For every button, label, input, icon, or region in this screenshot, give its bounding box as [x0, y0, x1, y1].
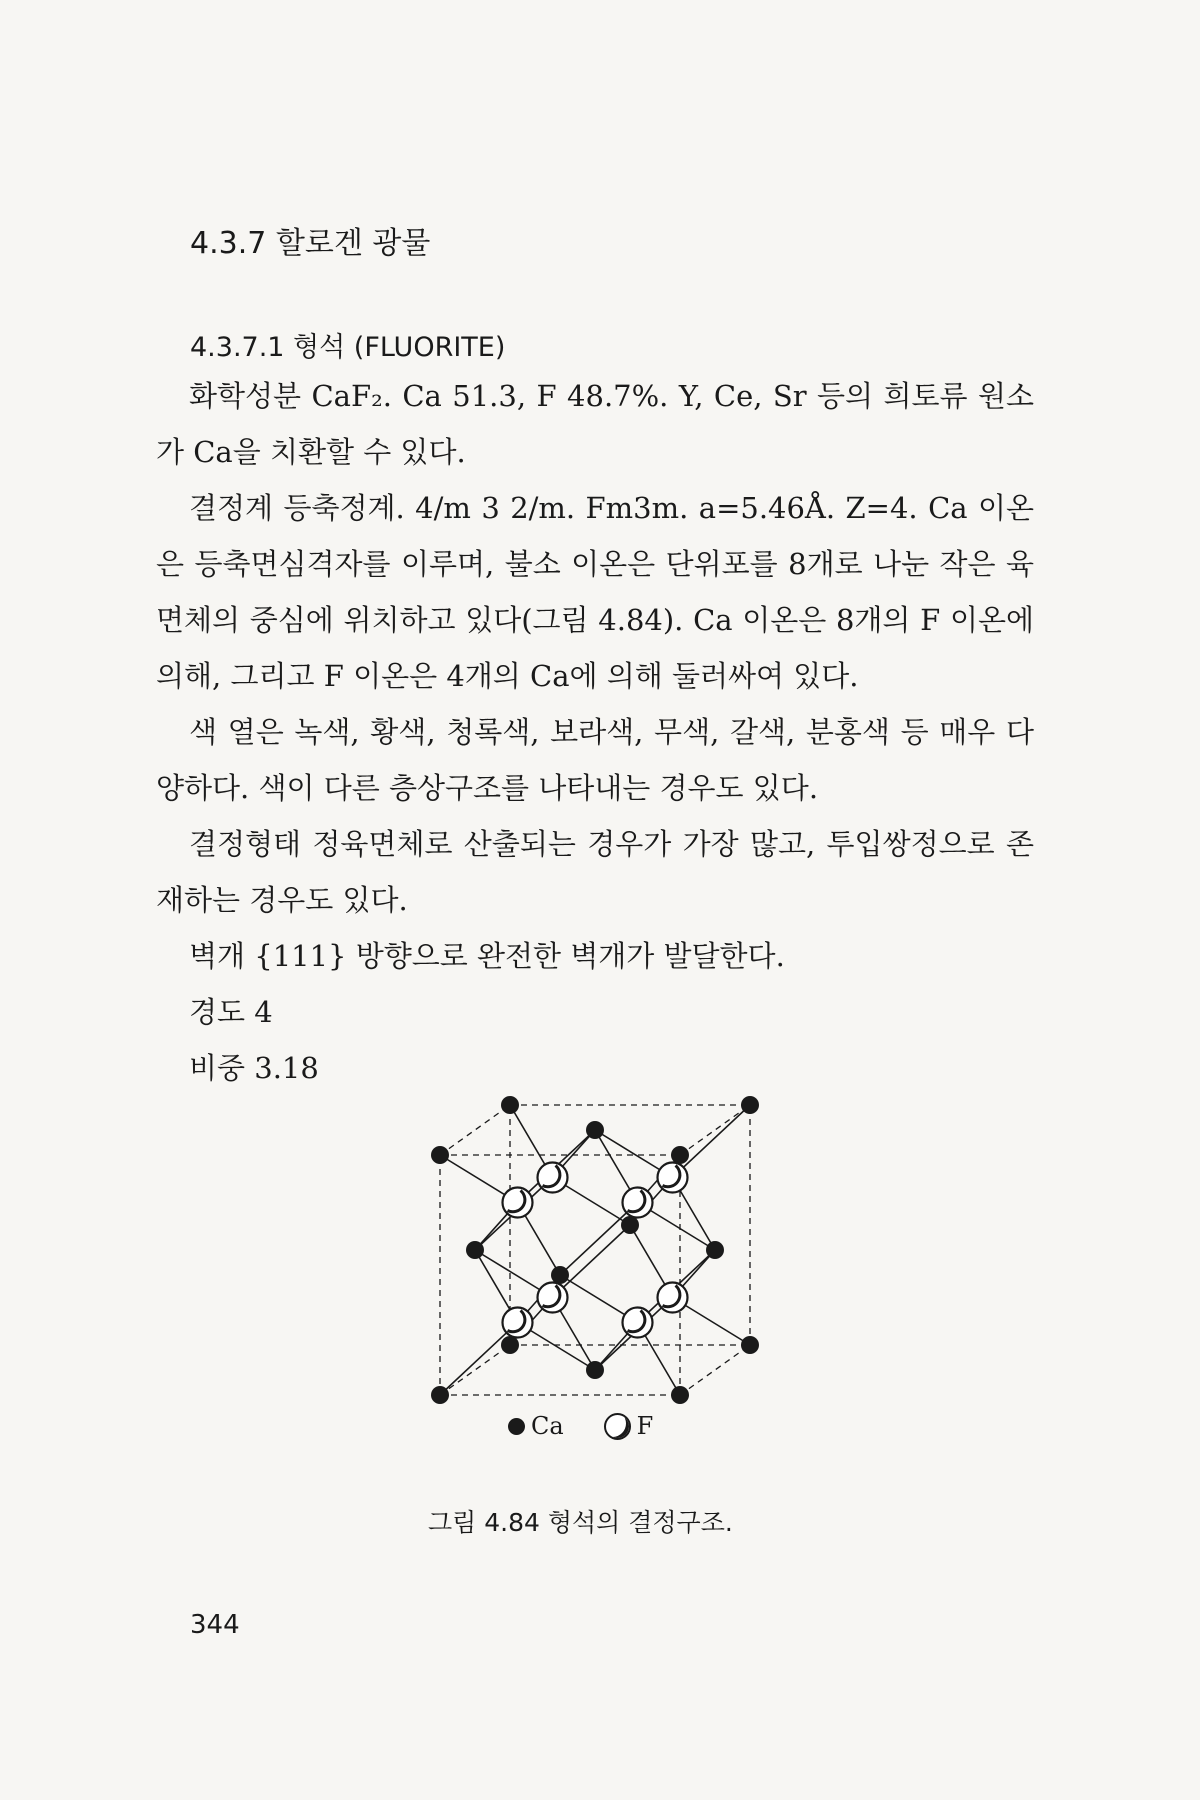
paragraph-cleavage: 벽개 {111} 방향으로 완전한 벽개가 발달한다. [189, 939, 785, 973]
figure-legend [508, 1412, 653, 1440]
f-atom [538, 1163, 568, 1193]
ca-atom [551, 1266, 569, 1284]
f-atom [658, 1283, 688, 1313]
ca-atom [671, 1146, 689, 1164]
ca-atom-swatch [508, 1418, 525, 1435]
subsection-heading: 4.3.7.1 형석 (FLUORITE) [190, 332, 506, 363]
ca-atom [466, 1241, 484, 1259]
page-number: 344 [190, 1610, 240, 1640]
legend-f-label: F [636, 1412, 654, 1440]
section-heading: 4.3.7 할로겐 광물 [190, 226, 431, 261]
f-atom [658, 1163, 688, 1193]
specific-gravity-line: 비중 3.18 [189, 1051, 319, 1085]
paragraph-crystal-system: 결정계 등축정계. 4/m 3 2/m. Fm3m. a=5.46Å. Z=4. Ca 이온은 등축면심격자를 이루며, 불소 이온은 단위포를 8개로 나눈 작은 육면체의 중심에 위치하고 있다(그림 4.84). Ca 이온은 8개의 F 이온에 의해, 그리고 F 이온은 4개의 Ca에 의해 둘러싸여 있다. [156, 491, 1034, 693]
body-text [156, 368, 1034, 1096]
ca-atom [431, 1386, 449, 1404]
ca-atom [431, 1146, 449, 1164]
f-atom [503, 1308, 533, 1338]
ca-atom [741, 1096, 759, 1114]
legend-ca-label: Ca [531, 1412, 564, 1440]
f-atom [503, 1188, 533, 1218]
unit-cell-edge [680, 1105, 750, 1155]
paragraph-composition: 화학성분 CaF₂. Ca 51.3, F 48.7%. Y, Ce, Sr 등의 희토류 원소가 Ca을 치환할 수 있다. [156, 379, 1034, 469]
ca-atom [501, 1096, 519, 1114]
unit-cell-edge [440, 1345, 510, 1395]
ca-atom [671, 1386, 689, 1404]
figure-caption: 그림 4.84 형석의 결정구조. [428, 1508, 733, 1537]
paragraph-color: 색 열은 녹색, 황색, 청록색, 보라색, 무색, 갈색, 분홍색 등 매우 다양하다. 색이 다른 층상구조를 나타내는 경우도 있다. [156, 715, 1034, 805]
f-atom [623, 1308, 653, 1338]
f-atom [623, 1188, 653, 1218]
ca-atom [586, 1361, 604, 1379]
fluorite-crystal-structure-diagram [410, 1065, 790, 1445]
f-atom-swatch [604, 1413, 631, 1440]
unit-cell-edge [680, 1345, 750, 1395]
ca-atom [586, 1121, 604, 1139]
hardness-line: 경도 4 [189, 995, 273, 1029]
ca-atom [741, 1336, 759, 1354]
paragraph-habit: 결정형태 정육면체로 산출되는 경우가 가장 많고, 투입쌍정으로 존재하는 경우도 있다. [156, 827, 1034, 917]
unit-cell-edge [440, 1105, 510, 1155]
ca-atom [501, 1336, 519, 1354]
ca-atom [706, 1241, 724, 1259]
f-atom [538, 1283, 568, 1313]
ca-atom [621, 1216, 639, 1234]
